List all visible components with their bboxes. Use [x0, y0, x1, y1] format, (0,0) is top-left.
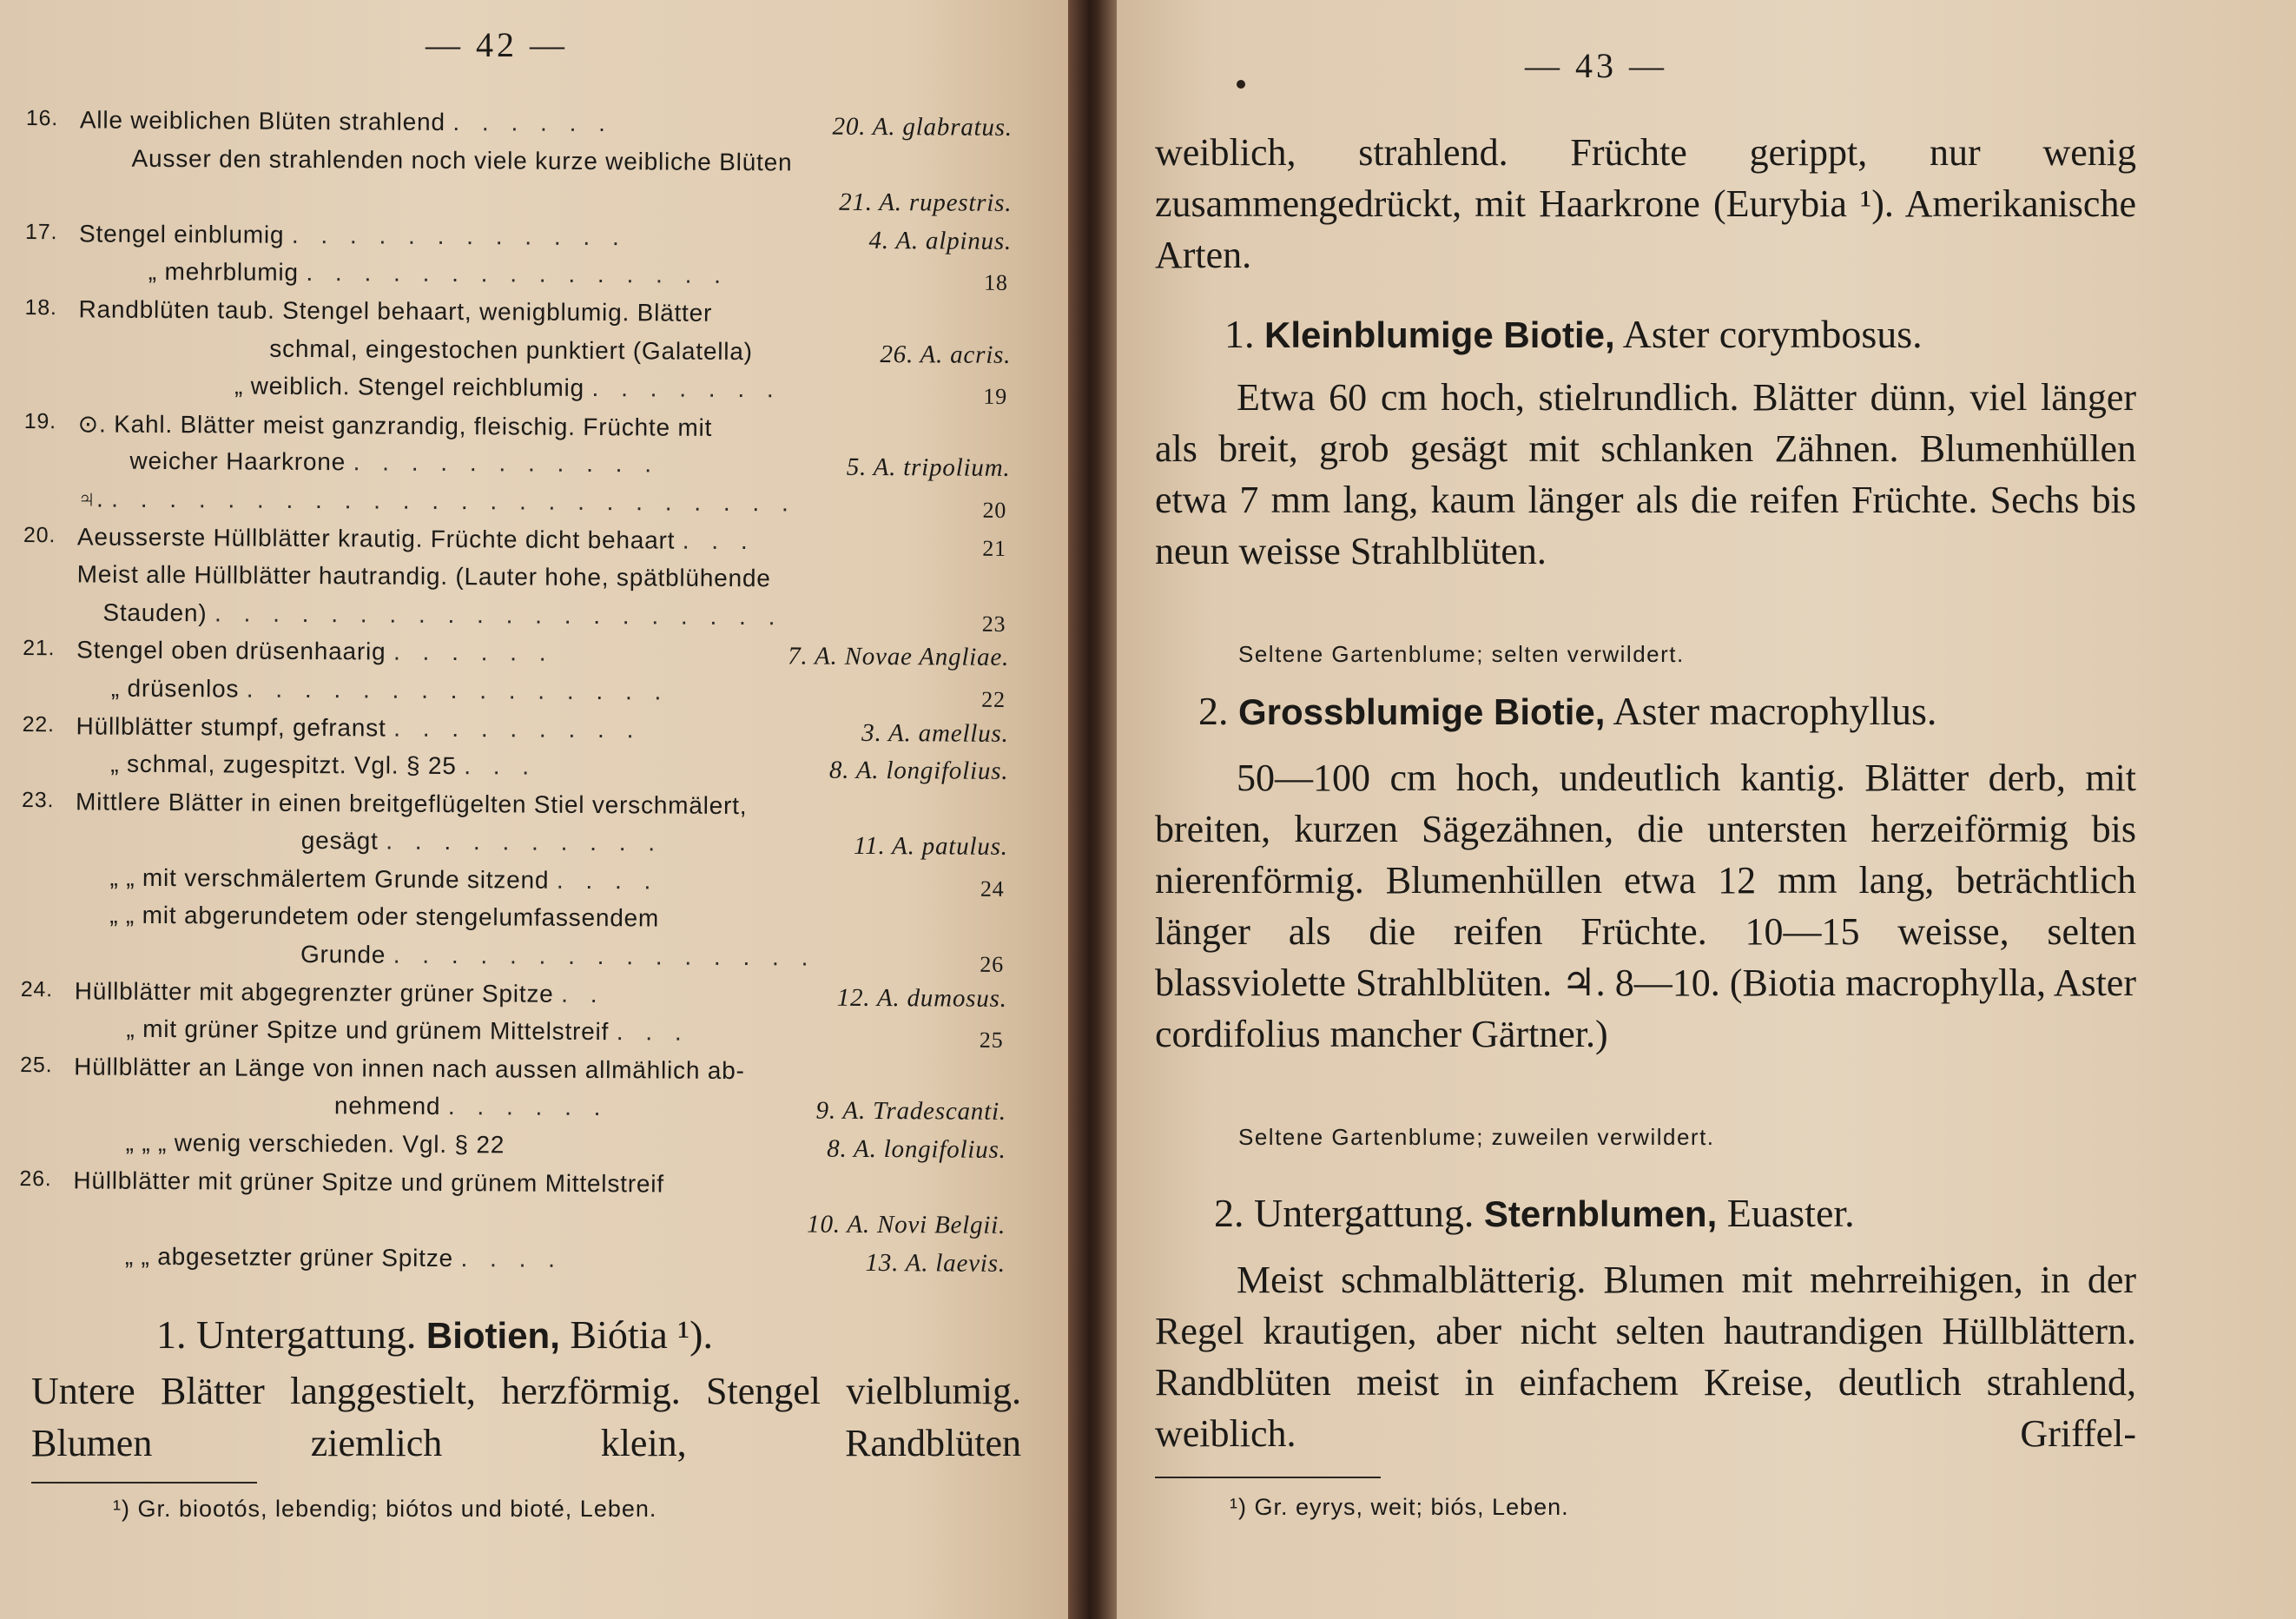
key-leader-dots: . . . . . . . . . . . . . . . . . . . . . . . .: [111, 485, 796, 517]
key-leader-dots: . . . . . . . . .: [393, 714, 642, 743]
key-text-content: Stauden): [102, 598, 208, 627]
key-text: [125, 1243, 563, 1273]
key-text-content: Alle weiblichen Blüten strahlend: [79, 106, 445, 135]
key-text-content: Ausser den strahlenden noch viele kurze weibliche Blüten: [131, 144, 793, 175]
key-text-content: Meist alle Hüllblätter hautrandig. (Lauter hohe, spätblühende: [76, 560, 771, 592]
key-leader-dots: . . .: [464, 752, 538, 780]
key-leader-dots: . . . . . .: [447, 1093, 609, 1121]
key-text: [74, 1053, 745, 1085]
key-leader-dots: . . . . . . . . . . . . . . .: [246, 675, 670, 705]
key-text: [77, 560, 771, 592]
key-leader-dots: . . . . . . . . . . . . . . .: [393, 941, 816, 971]
key-row: [19, 1163, 1026, 1207]
subgenus-latin: Euaster.: [1726, 1191, 1855, 1235]
key-leader-dots: . . .: [616, 1018, 689, 1046]
key-species-ref: 4. A. alpinus.: [868, 226, 1013, 255]
subgenus-prefix: 2. Untergattung.: [1214, 1191, 1475, 1235]
key-text-content: Hüllblätter an Länge von innen nach aussen allmählich ab-: [74, 1053, 745, 1084]
key-species-ref: 9. A. Tradescanti.: [815, 1097, 1007, 1127]
determination-key: [19, 102, 1033, 1282]
key-leader-dots: . . . . . .: [452, 109, 614, 137]
page-number: — 43 —: [1525, 46, 1667, 85]
subgenus-heading: [1214, 1190, 1855, 1236]
key-goto-number: 23: [981, 611, 1006, 637]
key-text-content: Hüllblätter mit grüner Spitze und grünem Mittelstreif: [73, 1166, 664, 1198]
key-number: 21.: [23, 636, 56, 661]
key-text-content: „ schmal, zugespitzt. Vgl. § 25: [110, 750, 457, 780]
key-leader-dots: . .: [561, 980, 605, 1008]
key-text: [78, 295, 712, 327]
key-leader-dots: . . . . . . . . . . . . . . . . . . . .: [214, 599, 783, 631]
key-goto-number: 22: [981, 686, 1006, 712]
key-text: [111, 675, 670, 706]
species-description-2: 50—100 cm hoch, undeutlich kantig. Blätter derb, mit breiten, kurzen Sägezähnen, die untersten herzeiförmig bis nierenförmig. Blumenhüllen etwa 12 mm lang, beträchtlich länger als die reifen Früchte. 10—15 weisse, selten blassviolette Strahlblüten. ♃. 8—10. (Biotia macrophylla, Aster cordifolius mancher Gärtner.): [1155, 757, 2136, 1055]
key-text: [148, 258, 729, 289]
key-row: [22, 822, 1029, 866]
key-text: [109, 863, 658, 895]
footnote-rule: [1155, 1477, 1381, 1478]
footnote: ¹) Gr. biootós, lebendig; biótos und bioté, Leben.: [113, 1496, 657, 1522]
species-number: 1.: [1224, 312, 1255, 356]
footnote-rule: [31, 1482, 257, 1484]
key-text-content: „ drüsenlos: [110, 674, 240, 703]
key-number: 26.: [19, 1166, 52, 1191]
key-row: [21, 897, 1028, 942]
key-leader-dots: . . . . . .: [393, 638, 554, 667]
species-note-2: Seltene Gartenblume; zuweilen verwildert.: [1238, 1124, 1715, 1150]
key-number: 17.: [25, 219, 58, 245]
key-species-ref: 7. A. Novae Angliae.: [788, 642, 1010, 672]
key-row: [24, 406, 1032, 450]
key-text: [126, 1129, 505, 1160]
key-row: [23, 481, 1031, 525]
intro-text: weiblich, strahlend. Früchte gerippt, nur wenig zusammengedrückt, mit Haarkrone (Eurybia ¹). Amerikanische Arten.: [1155, 131, 2136, 276]
key-text: [301, 827, 663, 857]
key-number: 24.: [20, 976, 54, 1001]
left-page: [0, 0, 1068, 1619]
species-name: Kleinblumige Biotie,: [1264, 314, 1615, 355]
key-leader-dots: . . . . . . . . . . .: [353, 448, 660, 478]
key-species-ref: 20. A. glabratus.: [832, 112, 1013, 142]
key-row: [21, 860, 1028, 904]
subgenus-description: Untere Blätter langgestielt, herzförmig. Stengel vielblumig. Blumen ziemlich klein, Randblüten: [31, 1370, 1021, 1464]
key-text: [300, 941, 816, 972]
key-text-content: „ weiblich. Stengel reichblumig: [234, 372, 585, 402]
key-number: 19.: [23, 408, 57, 433]
key-goto-number: 21: [982, 535, 1006, 561]
key-text: [76, 788, 747, 820]
key-text-content: „ „ „ wenig verschieden. Vgl. § 22: [125, 1128, 505, 1159]
key-text: [78, 409, 713, 441]
key-text-content: „ „ abgesetzter grüner Spitze: [124, 1242, 454, 1272]
key-row: [20, 1125, 1027, 1169]
key-text-content: Stengel einblumig: [78, 220, 285, 248]
key-text-content: gesägt: [300, 827, 379, 855]
key-row: [22, 784, 1029, 829]
right-page: [1117, 0, 2296, 1619]
key-species-ref: 5. A. tripolium.: [846, 453, 1011, 483]
key-goto-number: 25: [979, 1027, 1004, 1054]
key-row: [23, 443, 1031, 487]
key-number: 25.: [20, 1052, 53, 1078]
key-text-content: nehmend: [333, 1092, 441, 1120]
key-text: [75, 977, 605, 1008]
key-text: [129, 447, 659, 479]
key-goto-number: 19: [983, 383, 1008, 410]
key-text-content: ♃.: [77, 485, 104, 512]
key-row: [25, 216, 1033, 261]
key-text-content: „ „ mit verschmälertem Grunde sitzend: [109, 863, 550, 894]
species-note-1: Seltene Gartenblume; selten verwildert.: [1238, 641, 1685, 667]
key-goto-number: 26: [980, 951, 1005, 977]
species-heading-1: [1224, 311, 1923, 357]
key-row: [21, 935, 1028, 980]
key-species-ref: 8. A. longifolius.: [827, 1134, 1006, 1164]
key-species-ref: 12. A. dumosus.: [836, 983, 1007, 1013]
key-text-content: „ mit grüner Spitze und grünem Mittelstreif: [126, 1014, 610, 1046]
key-text-content: schmal, eingestochen punktiert (Galatella): [269, 334, 753, 365]
key-goto-number: 20: [982, 497, 1007, 523]
key-text-content: Mittlere Blätter in einen breitgeflügelten Stiel verschmälert,: [75, 788, 748, 819]
key-row: [23, 632, 1030, 677]
key-row: [25, 254, 1033, 298]
key-number: 20.: [23, 522, 56, 547]
key-row: [20, 1011, 1027, 1055]
species-number: 2.: [1198, 689, 1229, 733]
ink-speck: [1237, 80, 1245, 89]
key-leader-dots: . . . .: [556, 866, 659, 895]
book-gutter: [1068, 0, 1117, 1619]
key-text: [132, 144, 793, 176]
key-text: [110, 750, 537, 781]
key-row: [24, 330, 1032, 374]
subgenus-prefix: 1. Untergattung.: [156, 1312, 417, 1357]
key-leader-dots: . . . . . . .: [591, 374, 782, 403]
key-text: [76, 637, 554, 667]
key-species-ref: 26. A. acris.: [880, 340, 1012, 369]
key-goto-number: 18: [984, 270, 1008, 296]
key-species-ref: 8. A. longifolius.: [828, 756, 1009, 786]
key-text: [76, 712, 642, 743]
key-species-ref: 13. A. laevis.: [865, 1248, 1006, 1278]
key-row: [25, 141, 1033, 185]
key-goto-number: 24: [980, 876, 1005, 902]
key-text: [269, 334, 753, 365]
key-leader-dots: . . . . . . . . . .: [386, 827, 663, 856]
key-text-content: Stengel oben drüsenhaarig: [76, 636, 386, 665]
key-species-ref: 11. A. patulus.: [853, 832, 1008, 862]
key-row: [20, 1049, 1027, 1094]
key-row: [24, 367, 1032, 412]
key-text: [77, 485, 796, 517]
key-row: [19, 1200, 1026, 1245]
key-text-content: Grunde: [300, 941, 386, 968]
key-species-ref: 10. A. Novi Belgii.: [807, 1210, 1006, 1240]
key-text: [73, 1166, 664, 1198]
key-species-ref: 21. A. rupestris.: [839, 188, 1013, 218]
key-species-ref: 3. A. amellus.: [861, 718, 1009, 748]
key-leader-dots: . . . . . . . . . . . . . . .: [306, 259, 729, 289]
subgenus-description: Meist schmalblätterig. Blumen mit mehrreihigen, in der Regel krautigen, aber nicht selten hautrandigen Hüllblättern. Randblüten meist in einfachem Kreise, deutlich strahlend, weiblich. Griffel-: [1155, 1259, 2136, 1455]
key-row: [25, 178, 1033, 222]
key-text: [334, 1093, 609, 1122]
species-description-1: Etwa 60 cm hoch, stielrundlich. Blätter dünn, viel länger als breit, grob gesägt mit schlanken Zähnen. Blumenhüllen etwa 7 mm lang, kaum länger als die reifen Früchte. Sechs bis neun weisse Strahlblüten.: [1155, 376, 2136, 572]
key-text-content: Randblüten taub. Stengel behaart, wenigblumig. Blätter: [78, 295, 713, 327]
subgenus-name: Sternblumen,: [1483, 1193, 1718, 1234]
key-leader-dots: . . . . . . . . . . . .: [291, 221, 627, 251]
species-name: Grossblumige Biotie,: [1238, 691, 1606, 732]
key-leader-dots: . . . .: [460, 1244, 564, 1272]
species-latin: Aster corymbosus.: [1622, 312, 1923, 356]
key-number: 18.: [24, 294, 57, 320]
key-row: [21, 974, 1028, 1018]
subgenus-name: Biotien,: [426, 1315, 560, 1356]
subgenus-heading: [156, 1312, 713, 1358]
key-text: [126, 1015, 689, 1047]
key-row: [23, 519, 1031, 564]
footnote: ¹) Gr. eyrys, weit; biós, Leben.: [1230, 1494, 1569, 1520]
page-number: — 42 —: [426, 25, 568, 64]
key-row: [23, 557, 1031, 601]
key-text-content: Aeusserste Hüllblätter krautig. Früchte dicht behaart: [76, 522, 676, 554]
key-number: 23.: [22, 787, 55, 812]
key-text-content: „ mehrblumig: [148, 258, 299, 287]
key-row: [20, 1087, 1027, 1131]
key-row: [26, 102, 1033, 147]
key-text-content: „ „ mit abgerundetem oder stengelumfassendem: [109, 902, 660, 932]
key-row: [23, 595, 1030, 639]
species-heading-2: [1198, 688, 1936, 734]
key-text: [102, 598, 782, 631]
key-row: [24, 292, 1032, 336]
key-text: [79, 220, 627, 251]
key-text-content: weicher Haarkrone: [129, 447, 346, 476]
key-text-content: Hüllblätter mit abgegrenzter grüner Spitze: [74, 977, 554, 1008]
key-row: [22, 746, 1029, 790]
subgenus-latin: Biótia ¹).: [570, 1312, 713, 1357]
key-row: [23, 671, 1030, 715]
key-text: [77, 523, 755, 555]
key-number: 22.: [22, 711, 55, 737]
key-number: 16.: [25, 105, 59, 131]
key-text: [80, 106, 613, 137]
key-text-content: Hüllblätter stumpf, gefranst: [76, 711, 386, 742]
key-row: [22, 708, 1029, 752]
key-text-content: ⊙. Kahl. Blätter meist ganzrandig, fleischig. Früchte mit: [77, 410, 713, 441]
key-row: [19, 1239, 1026, 1283]
key-text: [234, 373, 782, 404]
key-leader-dots: . . .: [682, 526, 755, 554]
key-text: [109, 902, 659, 933]
species-latin: Aster macrophyllus.: [1613, 689, 1937, 733]
